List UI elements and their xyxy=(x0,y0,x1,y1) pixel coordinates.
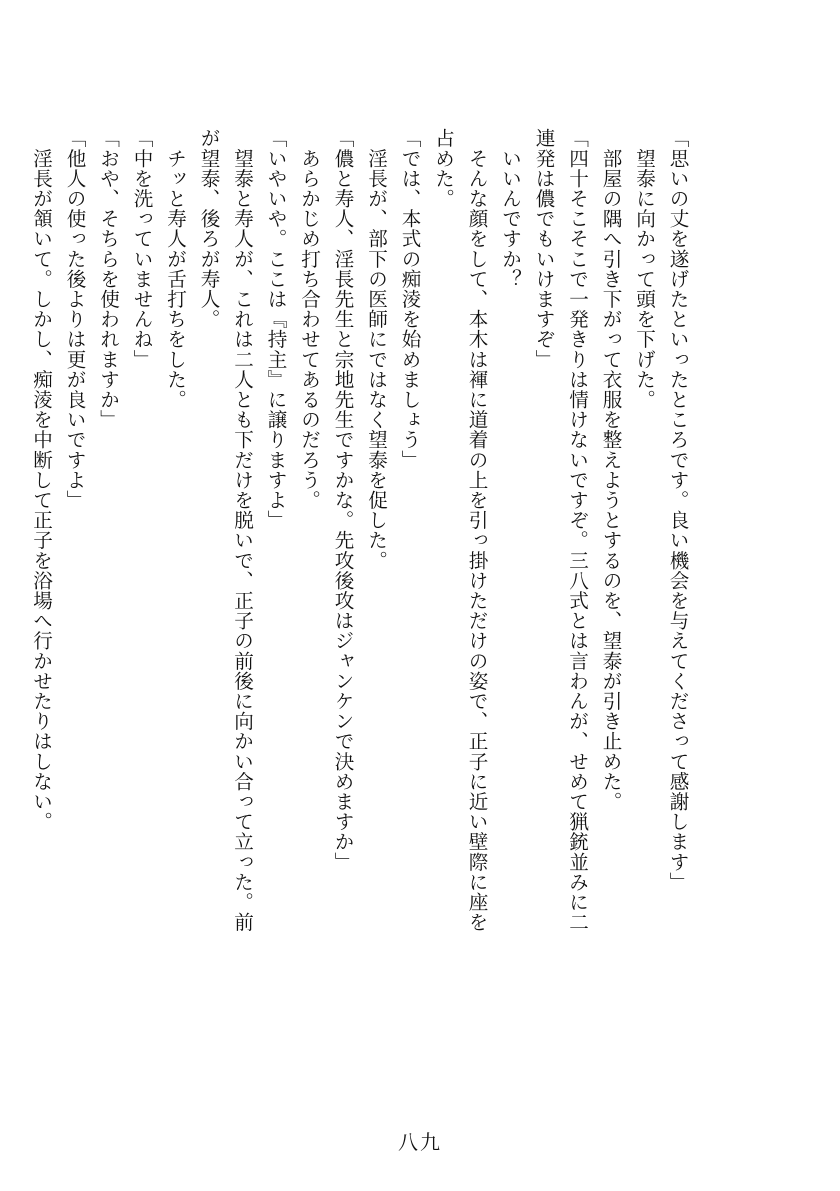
page-number: 八九 xyxy=(398,1130,442,1154)
text-line: 連発は儂でもいけますぞ」 xyxy=(532,128,555,370)
text-line: 占めた。 xyxy=(431,128,455,209)
text-line: 望泰と寿人が、これは二人とも下だけを脱いで、正子の前後に向かい合って立った。前 xyxy=(230,128,254,932)
text-line: 「他人の使った後よりは更が良いですよ」 xyxy=(63,128,86,510)
text-line: いいんですか？ xyxy=(498,128,522,289)
text-line: 「思いの丈を遂げたといったところです。良い機会を与えてくださって感謝します」 xyxy=(666,128,689,892)
text-line: が望泰、後ろが寿人。 xyxy=(197,128,220,329)
text-line: 「おや、そちらを使われますか」 xyxy=(96,128,120,430)
text-line: 淫長が、部下の医師にではなく望泰を促した。 xyxy=(364,128,388,571)
text-line: 「では、本式の痴淩を始めましょう」 xyxy=(398,128,421,470)
text-line: チッと寿人が舌打ちをした。 xyxy=(163,128,187,410)
text-line: 「儂と寿人、淫長先生と宗地先生ですかな。先攻後攻はジャンケンで決めますか」 xyxy=(331,128,354,872)
text-line: 望泰に向かって頭を下げた。 xyxy=(632,128,656,410)
text-line: そんな顔をして、本木は褌に道着の上を引っ掛けただけの姿で、正子に近い壁際に座を xyxy=(465,128,488,932)
text-line: 「中を洗っていませんね」 xyxy=(130,128,153,370)
text-line: 淫長が頷いて。しかし、痴淩を中断して正子を浴場へ行かせたりはしない。 xyxy=(29,128,53,832)
text-line: 「四十そこそこで一発きりは情けないですぞ。三八式とは言わんが、せめて猟銃並みに二 xyxy=(565,128,589,932)
text-line: あらかじめ打ち合わせてあるのだろう。 xyxy=(297,128,321,510)
body-text xyxy=(29,128,694,1028)
text-line: 部屋の隅へ引き下がって衣服を整えようとするのを、望泰が引き止めた。 xyxy=(599,128,622,812)
text-line: 「いやいや。ここは『持主』に譲りますよ」 xyxy=(264,128,287,530)
